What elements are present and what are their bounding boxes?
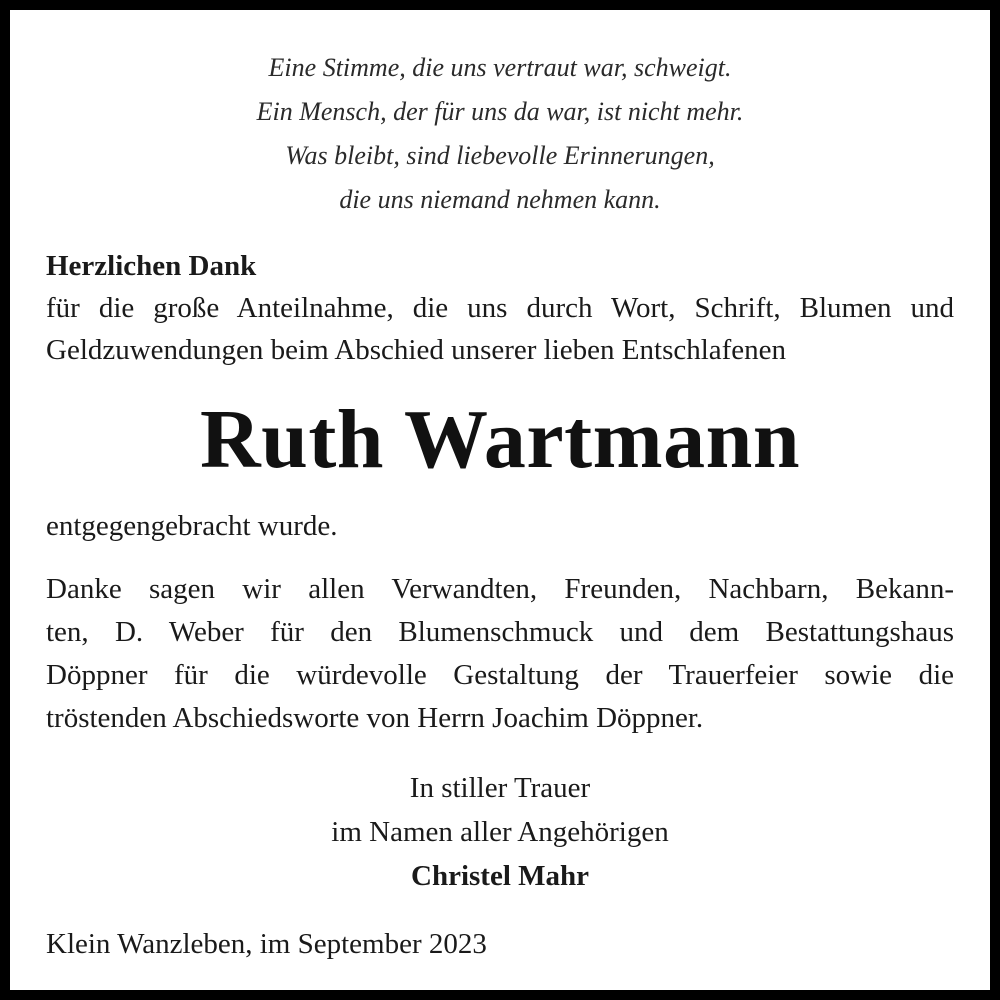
signoff-block bbox=[10, 766, 990, 898]
place-and-date: Klein Wanzleben, im September 2023 bbox=[46, 928, 487, 960]
paragraph-line: Döppner für die würdevolle Gestaltung der Trauerfeier sowie die bbox=[46, 659, 954, 691]
poem-line: Eine Stimme, die uns vertraut war, schweigt. bbox=[268, 53, 732, 82]
on-behalf-line: im Namen aller Angehörigen bbox=[331, 816, 669, 848]
poem-line: die uns niemand nehmen kann. bbox=[339, 185, 661, 214]
paragraph-line: ten, D. Weber für den Blumenschmuck und dem Bestattungshaus bbox=[46, 616, 954, 648]
paragraph-line: tröstenden Abschiedsworte von Herrn Joachim Döppner. bbox=[46, 702, 704, 734]
signer-name: Christel Mahr bbox=[411, 860, 589, 892]
thanks-text-line: für die große Anteilnahme, die uns durch Wort, Schrift, Blumen und bbox=[46, 292, 954, 324]
poem-line: Ein Mensch, der für uns da war, ist nicht mehr. bbox=[256, 97, 744, 126]
memorial-poem bbox=[10, 46, 990, 222]
poem-line: Was bleibt, sind liebevolle Erinnerungen, bbox=[285, 141, 715, 170]
thanks-text-line: Geldzuwendungen beim Abschied unserer lieben Entschlafenen bbox=[46, 334, 787, 366]
thanks-closing-text: entgegengebracht wurde. bbox=[46, 510, 338, 542]
thanks-heading: Herzlichen Dank bbox=[46, 250, 257, 282]
paragraph-line: Danke sagen wir allen Verwandten, Freunden, Nachbarn, Bekann- bbox=[46, 573, 954, 605]
acknowledgement-paragraph bbox=[46, 568, 954, 740]
deceased-name: Ruth Wartmann bbox=[199, 393, 801, 486]
mourning-phrase: In stiller Trauer bbox=[409, 772, 591, 804]
